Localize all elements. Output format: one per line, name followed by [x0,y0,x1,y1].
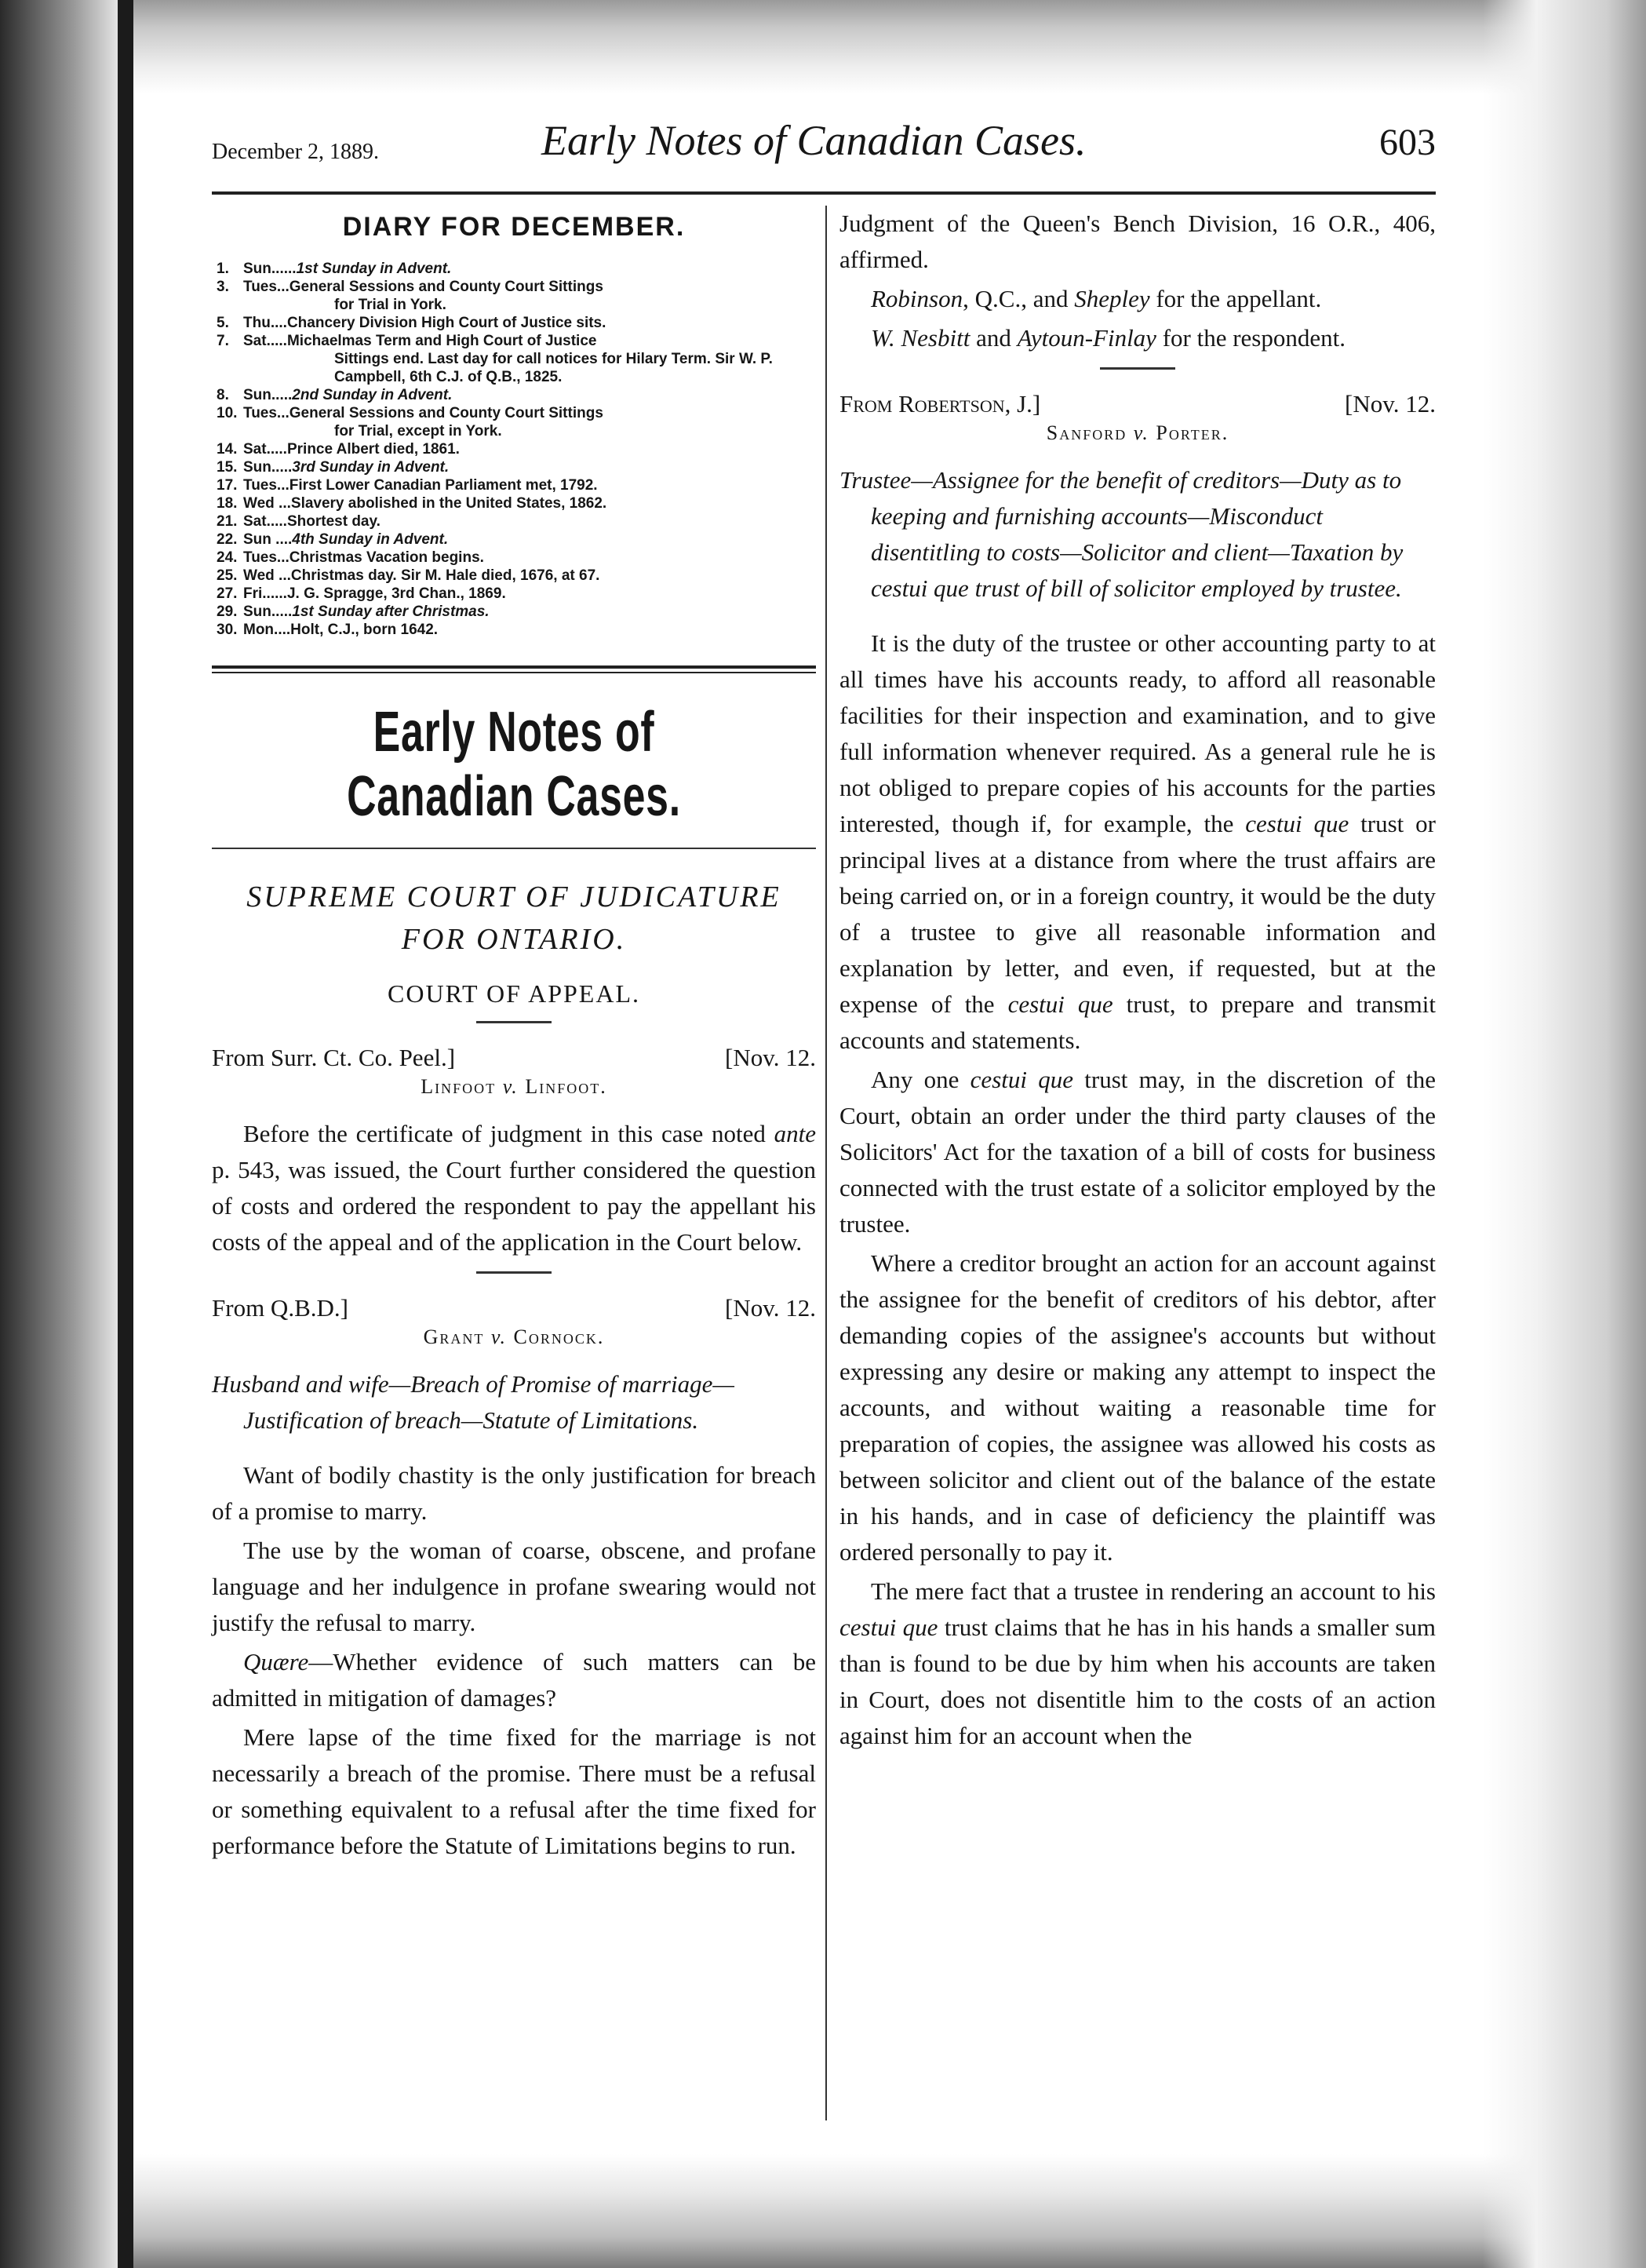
case1-ante: ante [774,1120,816,1147]
diary-date-number: 8. [217,387,229,403]
case3-headnote [839,462,1436,607]
scan-shadow-bottom [133,2154,1646,2268]
diary-entry [217,567,816,585]
column-divider [825,206,827,2120]
right-column [839,206,1436,1757]
case3-p1-cestui: cestui que [1245,810,1349,837]
diary-weekday: Sun..... [243,459,293,476]
case3-title [839,421,1436,445]
diary-date-number: 25. [217,567,238,584]
diary-weekday: Sat..... [243,441,287,458]
case1-text-a: Before the certificate of judgment in this case noted [243,1120,774,1147]
diary-entry [217,476,816,494]
diary-entry [217,585,816,603]
diary-event: Christmas Vacation begins. [289,549,484,566]
counsel-text: , Q.C., and [963,285,1075,312]
diary-weekday: Fri...... [243,585,287,602]
case3-headnote-a: Trustee—Assignee for the benefit of creditors—Duty as to keeping and furnishing accounts—Misconduct disentitling to costs—Solicitor and client—Taxation by [839,466,1404,566]
court-heading-line1: SUPREME COURT OF JUDICATURE [246,881,781,913]
counsel-respondent [839,320,1436,356]
case3-versus: v. [1133,421,1149,444]
diary-weekday: Tues... [243,477,290,494]
case2-paragraph-4: Mere lapse of the time fixed for the marriage is not necessarily a breach of the promise. There must be a refusal or something equivalent to a refusal after the time fixed for performance before the Statute of Limitations begins to run. [212,1723,816,1859]
case3-p1-a: It is the duty of the trustee or other accounting party to at all times have his accounts ready, to afford all reasonable facilities for their inspection and examination, and to give full information whenever required. As a general rule he is not obliged to prepare copies of his accounts for the parties interested, though if, for example, the [839,629,1436,837]
diary-date-number: 22. [217,531,238,548]
diary-event: Slavery abolished in the United States, 1862. [290,495,607,512]
diary-event: General Sessions and County Court Sittings [289,405,603,421]
diary-entry [217,278,816,314]
diary-entry [217,386,816,404]
diary-weekday: Tues... [243,549,290,566]
diary-event: Chancery Division High Court of Justice sits. [286,315,606,331]
diary-date-number: 14. [217,441,238,458]
diary-weekday: Mon.... [243,622,291,638]
case3-paragraph-2 [839,1062,1436,1242]
case2-from-line [212,1294,816,1322]
counsel-robinson: Robinson [871,285,963,312]
counsel-text: for the respondent. [1156,324,1346,352]
diary-event: General Sessions and County Court Sittings [289,279,603,295]
counsel-aytoun-finlay: Aytoun-Finlay [1017,324,1156,352]
case2-party2: Cornock. [513,1325,605,1348]
section-banner: Early Notes of Canadian Cases. [347,701,681,828]
short-rule [1100,367,1175,370]
diary-list [212,260,816,639]
case1-from: From Surr. Ct. Co. Peel.] [212,1044,456,1071]
counsel-appellant [839,281,1436,317]
case3-party1: Sanford [1046,421,1127,444]
case3-headnote-b: of bill of solicitor employed by trustee. [1019,574,1402,602]
diary-date-number: 18. [217,495,238,512]
diary-entry [217,440,816,458]
diary-entry [217,512,816,531]
diary-entry [217,314,816,332]
diary-date-number: 21. [217,513,238,530]
running-head [212,116,1436,179]
diary-entry [217,404,816,440]
page-number: 603 [1379,122,1436,163]
case1-party2: Linfoot. [525,1075,607,1098]
case3-p1-c: trust, to prepare and transmit accounts and statements. [839,990,1436,1054]
diary-date-number: 30. [217,622,238,638]
case3-headnote-cestui: cestui que trust [871,574,1020,602]
diary-entry [217,603,816,621]
case3-p2-a: Any one [871,1066,970,1093]
diary-entry [217,549,816,567]
diary-entry [217,458,816,476]
diary-weekday: Wed ... [243,495,291,512]
case3-p1-b: trust or principal lives at a distance from where the trust affairs are being carried on, or in a foreign country, it would be the duty of a trustee to give all reasonable information and explanation by letter, and even, if requested, but at the expense of the [839,810,1436,1018]
diary-date-number: 24. [217,549,238,566]
case1-title [212,1075,816,1099]
diary-weekday: Sun...... [243,261,297,277]
case2-from: From Q.B.D.] [212,1294,348,1322]
diary-weekday: Tues... [243,279,290,295]
issue-date: December 2, 1889. [212,140,380,164]
case3-p1-cestui2: cestui que [1007,990,1113,1018]
counsel-text: and [970,324,1018,352]
diary-event: Shortest day. [286,513,381,530]
diary-date-number: 29. [217,603,238,620]
diary-event-continuation: for Trial, except in York. [334,423,502,439]
case2-title [212,1325,816,1349]
case2-paragraph-2: The use by the woman of coarse, obscene, and profane language and her indulgence in profane swearing would not justify the refusal to marry. [212,1537,816,1636]
case3-p4-a: The mere fact that a trustee in rendering an account to his [871,1577,1436,1605]
diary-date-number: 1. [217,261,229,277]
diary-date-number: 5. [217,315,229,331]
diary-entry [217,494,816,512]
case2-paragraph-3 [212,1644,816,1716]
diary-date-number: 7. [217,333,229,349]
case3-from-line [839,390,1436,418]
case1-paragraph [212,1116,816,1260]
diary-event: First Lower Canadian Parliament met, 1792. [289,477,598,494]
carryover-paragraph: Judgment of the Queen's Bench Division, 16 O.R., 406, affirmed. [839,210,1436,273]
diary-event: Christmas day. Sir M. Hale died, 1676, at 67. [290,567,600,584]
diary-date-number: 27. [217,585,238,602]
left-column [212,206,816,1867]
diary-date-number: 3. [217,279,229,295]
case3-p2-cestui: cestui que [970,1066,1074,1093]
case3-party2: Porter. [1156,421,1229,444]
case1-versus: v. [502,1075,519,1098]
running-title: Early Notes of Canadian Cases. [541,117,1087,164]
case2-quaere-text: —Whether evidence of such matters can be admitted in mitigation of damages? [212,1648,816,1712]
diary-event: Michaelmas Term and High Court of Justice [286,333,597,349]
division-heading: COURT OF APPEAL. [388,979,640,1008]
case1-date: [Nov. 12. [725,1044,816,1071]
case1-from-line [212,1044,816,1072]
diary-weekday: Sun..... [243,603,293,620]
diary-date-number: 10. [217,405,238,421]
counsel-shepley: Shepley [1074,285,1150,312]
short-rule [476,1271,552,1274]
case3-p2-b: trust may, in the discretion of the Court, obtain an order under the third party clauses of the Solicitors' Act for the taxation of a bill of costs for business connected with the trust estate of a solicitor employed by the trustee. [839,1066,1436,1238]
diary-event: 1st Sunday in Advent. [296,261,452,277]
counsel-text: for the appellant. [1149,285,1322,312]
scan-shadow-right [1483,0,1646,2268]
banner-rule [212,848,816,849]
counsel-nesbitt: W. Nesbitt [871,324,970,352]
diary-weekday: Sun .... [243,531,293,548]
case1-party1: Linfoot [421,1075,497,1098]
scan-shadow-left [0,0,126,2268]
header-rule [212,191,1436,195]
case3-paragraph-4 [839,1573,1436,1754]
diary-weekday: Sat..... [243,333,287,349]
case1-text-b: p. 543, was issued, the Court further considered the question of costs and ordered the respondent to pay the appellant his costs of the appeal and of the application in the Court below. [212,1156,816,1256]
diary-entry [217,260,816,278]
diary-date-number: 17. [217,477,238,494]
section-double-rule [212,665,816,673]
diary-entry [217,332,816,386]
case3-paragraph-3: Where a creditor brought an action for an account against the assignee for the benefit of creditors of his debtor, after demanding copies of the assignee's accounts but without expressing any desire or making any attempt to inspect the accounts, and without waiting a reasonable time for preparation of copies, the assignee was allowed his costs as between solicitor and client out of the balance of the estate in his hands, and in case of deficiency the plaintiff was ordered personally to pay it. [839,1249,1436,1566]
diary-event-continuation: for Trial in York. [334,297,446,313]
case3-p4-cestui: cestui que [839,1613,938,1641]
court-heading [212,876,816,961]
case3-date: [Nov. 12. [1345,390,1436,418]
diary-event: 2nd Sunday in Advent. [292,387,453,403]
case3-from: From Robertson, J.] [839,390,1041,418]
diary-event: 3rd Sunday in Advent. [292,459,450,476]
case2-paragraph-1: Want of bodily chastity is the only justification for breach of a promise to marry. [212,1461,816,1525]
diary-date-number: 15. [217,459,238,476]
case2-versus: v. [490,1325,508,1348]
diary-weekday: Wed ... [243,567,291,584]
short-rule [476,1021,552,1023]
diary-heading: DIARY FOR DECEMBER. [342,212,686,242]
case3-p4-b: trust claims that he has in his hands a smaller sum than is found to be due by him when his accounts are taken in Court, does not disentitle him to the costs of an action against him for an account when the [839,1613,1436,1749]
case2-party1: Grant [423,1325,485,1348]
diary-event: J. G. Spragge, 3rd Chan., 1869. [286,585,506,602]
diary-weekday: Tues... [243,405,290,421]
diary-weekday: Sun..... [243,387,293,403]
diary-event: Prince Albert died, 1861. [286,441,460,458]
diary-event: 1st Sunday after Christmas. [292,603,490,620]
diary-event-continuation: Sittings end. Last day for call notices for Hilary Term. Sir W. P. Campbell, 6th C.J. of Q.B., 1825. [334,351,773,385]
scan-shadow-top [133,0,1646,94]
diary-weekday: Thu.... [243,315,287,331]
diary-weekday: Sat..... [243,513,287,530]
diary-event: Holt, C.J., born 1642. [290,622,439,638]
case2-headnote: Husband and wife—Breach of Promise of marriage—Justification of breach—Statute of Limitations. [212,1370,734,1434]
scan-binding-edge [118,0,133,2268]
diary-event: 4th Sunday in Advent. [292,531,449,548]
case2-quaere: Quære [243,1648,309,1675]
case3-paragraph-1 [839,625,1436,1059]
diary-entry [217,621,816,639]
case2-date: [Nov. 12. [725,1294,816,1322]
court-heading-line2: FOR ONTARIO. [401,923,627,956]
diary-entry [217,531,816,549]
